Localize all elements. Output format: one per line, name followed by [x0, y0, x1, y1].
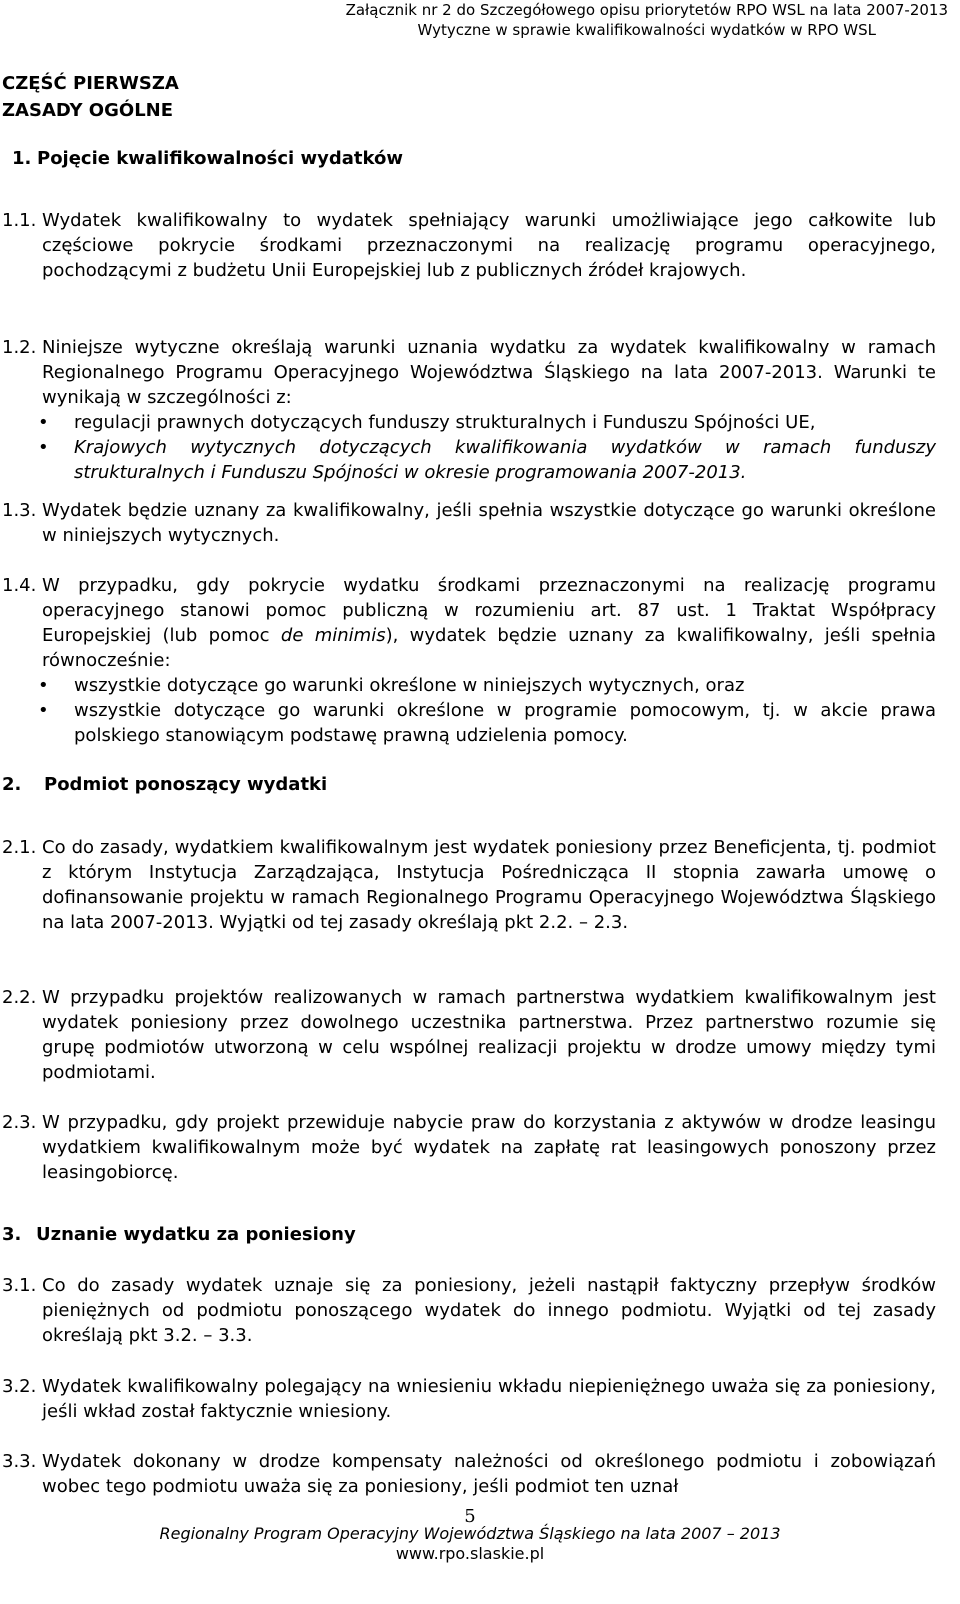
- list-item-text: wszystkie dotyczące go warunki określone w programie pomocowym, tj. w akcie prawa polskiego stanowiącym podstawę prawną udzielenia pomocy.: [74, 700, 936, 746]
- paragraph-text: W przypadku projektów realizowanych w ramach partnerstwa wydatkiem kwalifikowalnym jest wydatek poniesiony przez dowolnego uczestnika partnerstwa. Przez partnerstwo rozumie się grupę podmiotów utworzoną w celu wspólnej realizacji projektu w drodze umowy między tymi podmiotami.: [42, 987, 936, 1083]
- paragraph-number: 3.3.: [2, 1451, 37, 1472]
- paragraph-number: 1.2.: [2, 337, 37, 358]
- list-item-text: regulacji prawnych dotyczących funduszy strukturalnych i Funduszu Spójności UE,: [74, 412, 816, 433]
- page-number: 5: [464, 1506, 476, 1527]
- list-item: [38, 435, 936, 485]
- section-number: 3.: [2, 1224, 22, 1245]
- section-title: Uznanie wydatku za poniesiony: [36, 1224, 356, 1245]
- header-line-1: Załącznik nr 2 do Szczegółowego opisu priorytetów RPO WSL na lata 2007-2013: [345, 1, 948, 19]
- bullet-list: [38, 673, 936, 748]
- section-3-heading: [2, 1222, 356, 1248]
- paragraph-number: 1.4.: [2, 575, 37, 596]
- document-header: [346, 0, 948, 40]
- paragraph-text: Niniejsze wytyczne określają warunki uznania wydatku za wydatek kwalifikowalny w ramach Regionalnego Programu Operacyjnego Województwa Śląskiego na lata 2007-2013. Warunki te wynikają w szczególności z:: [42, 337, 936, 408]
- list-item: [38, 673, 936, 698]
- paragraph-text: Wydatek będzie uznany za kwalifikowalny, jeśli spełnia wszystkie dotyczące go warunki określone w niniejszych wytycznych.: [42, 500, 936, 546]
- paragraph-number: 2.3.: [2, 1112, 37, 1133]
- paragraph-2-1: [2, 835, 936, 935]
- italic-term: de minimis: [280, 625, 386, 646]
- paragraph-number: 2.1.: [2, 837, 37, 858]
- footer-program-name: Regionalny Program Operacyjny Województwa Śląskiego na lata 2007 – 2013: [159, 1524, 781, 1543]
- paragraph-1-1: [2, 208, 936, 283]
- list-item: [38, 698, 936, 748]
- section-number: 2.: [2, 774, 22, 795]
- paragraph-number: 2.2.: [2, 987, 37, 1008]
- document-footer: [0, 1524, 940, 1564]
- paragraph-3-2: [2, 1374, 936, 1424]
- bullet-icon: •: [38, 700, 49, 721]
- section-2-heading: [2, 772, 327, 798]
- paragraph-text: Wydatek dokonany w drodze kompensaty należności od określonego podmiotu i zobowiązań wobec tego podmiotu uważa się za poniesiony, jeśli podmiot ten uznał: [42, 1451, 936, 1497]
- paragraph-3-1: [2, 1273, 936, 1348]
- paragraph-1-3: [2, 498, 936, 548]
- paragraph-2-2: [2, 985, 936, 1085]
- paragraph-text: Wydatek kwalifikowalny to wydatek spełniający warunki umożliwiające jego całkowite lub częściowe pokrycie środkami przeznaczonymi na realizację programu operacyjnego, pochodzącymi z budżetu Unii Europejskiej lub z publicznych źródeł krajowych.: [42, 210, 936, 281]
- bullet-icon: •: [38, 675, 49, 696]
- bullet-icon: •: [38, 437, 49, 458]
- part-title: CZĘŚĆ PIERWSZA: [2, 73, 179, 94]
- section-number: 1.: [12, 148, 32, 169]
- bullet-icon: •: [38, 412, 49, 433]
- paragraph-number: 1.3.: [2, 500, 37, 521]
- paragraph-text: Wydatek kwalifikowalny polegający na wniesieniu wkładu niepieniężnego uważa się za poniesiony, jeśli wkład został faktycznie wniesiony.: [42, 1376, 936, 1422]
- header-line-2: Wytyczne w sprawie kwalifikowalności wydatków w RPO WSL: [417, 21, 876, 39]
- list-item: [38, 410, 936, 435]
- section-1-heading: [12, 146, 403, 172]
- paragraph-text: Co do zasady, wydatkiem kwalifikowalnym jest wydatek poniesiony przez Beneficjenta, tj. podmiot z którym Instytucja Zarządzająca, Instytucja Pośrednicząca II stopnia zawarła umowę o dofinansowanie projektu w ramach Regionalnego Programu Operacyjnego Województwa Śląskiego na lata 2007-2013. Wyjątki od tej zasady określają pkt 2.2. – 2.3.: [42, 837, 936, 933]
- paragraph-number: 3.1.: [2, 1275, 37, 1296]
- paragraph-number: 3.2.: [2, 1376, 37, 1397]
- paragraph-text: W przypadku, gdy projekt przewiduje nabycie praw do korzystania z aktywów w drodze leasingu wydatkiem kwalifikowalnym może być wydatek na zapłatę rat leasingowych ponoszony przez leasingobiorcę.: [42, 1112, 936, 1183]
- list-item-text: wszystkie dotyczące go warunki określone w niniejszych wytycznych, oraz: [74, 675, 745, 696]
- paragraph-text: W przypadku, gdy pokrycie wydatku środkami przeznaczonymi na realizację programu operacyjnego stanowi pomoc publiczną w rozumieniu art. 87 ust. 1 Traktat Współpracy Europejskiej (lub pomoc de minimis), wydatek będzie uznany za kwalifikowalny, jeśli spełnia równocześnie:: [42, 575, 936, 671]
- paragraph-1-2: [2, 335, 936, 485]
- bullet-list: [38, 410, 936, 485]
- section-title: Podmiot ponoszący wydatki: [44, 774, 328, 795]
- section-title: Pojęcie kwalifikowalności wydatków: [37, 148, 403, 169]
- footer-website: www.rpo.slaskie.pl: [395, 1544, 545, 1563]
- paragraph-2-3: [2, 1110, 936, 1185]
- part-subtitle: ZASADY OGÓLNE: [2, 100, 174, 121]
- list-item-text: Krajowych wytycznych dotyczących kwalifikowania wydatków w ramach funduszy strukturalnych i Funduszu Spójności w okresie programowania 2007-2013.: [74, 437, 936, 483]
- part-heading: [2, 70, 179, 124]
- paragraph-text: Co do zasady wydatek uznaje się za poniesiony, jeżeli nastąpił faktyczny przepływ środków pieniężnych od podmiotu ponoszącego wydatek do innego podmiotu. Wyjątki od tej zasady określają pkt 3.2. – 3.3.: [42, 1275, 936, 1346]
- paragraph-3-3: [2, 1449, 936, 1499]
- paragraph-number: 1.1.: [2, 210, 37, 231]
- paragraph-1-4: [2, 573, 936, 748]
